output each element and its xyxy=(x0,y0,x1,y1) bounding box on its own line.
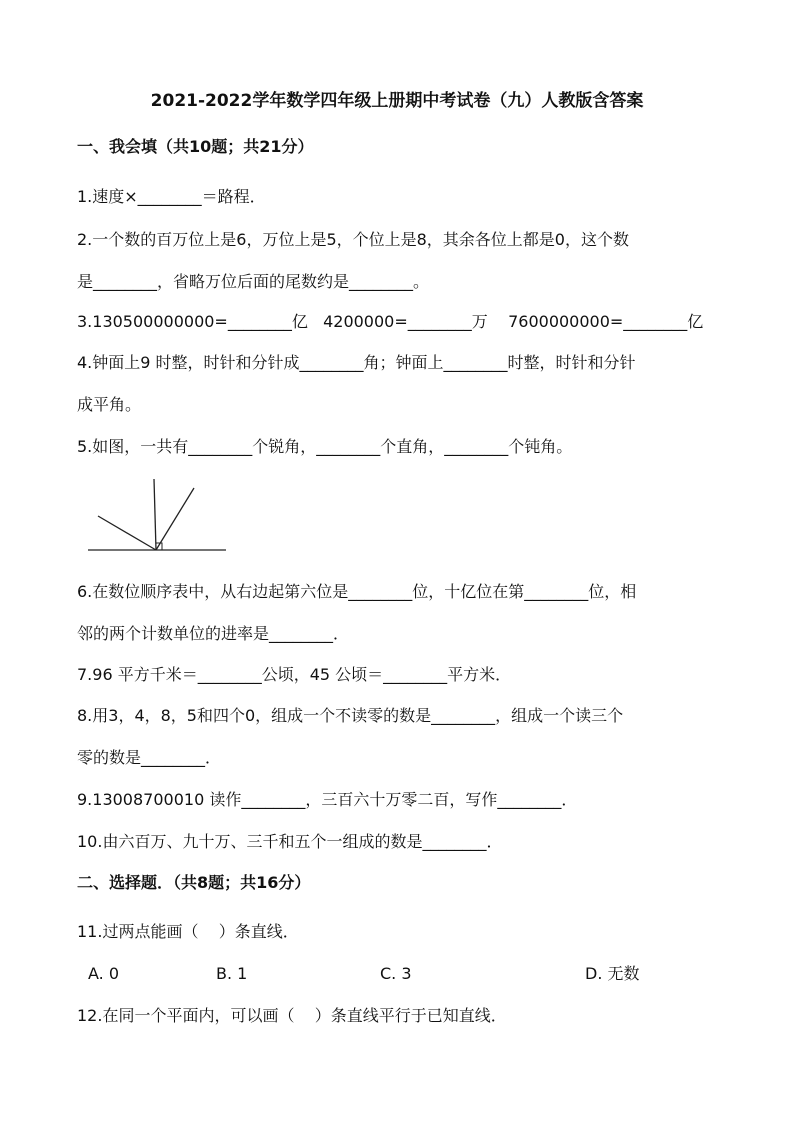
question-11-option-c: C. 3 xyxy=(380,964,412,983)
section-heading-choice: 二、选择题．（共8题；共16分） xyxy=(77,873,311,892)
page-title: 2021-2022学年数学四年级上册期中考试卷（九）人教版含答案 xyxy=(150,91,644,111)
question-8-line-2: 零的数是________． xyxy=(77,748,222,767)
question-11: 11.过两点能画（ ）条直线． xyxy=(77,922,299,941)
question-10: 10.由六百万、九十万、三千和五个一组成的数是________． xyxy=(77,832,503,851)
question-6-line-1: 6.在数位顺序表中，从右边起第六位是________位，十亿位在第________位，相 xyxy=(77,582,637,601)
question-3: 3.130500000000=________亿 4200000=________万 7600000000=________亿 xyxy=(77,312,704,331)
section-heading-fill-blank: 一、我会填（共10题；共21分） xyxy=(77,137,314,156)
question-11-option-a: A. 0 xyxy=(88,964,120,983)
question-9: 9.13008700010 读作________，三百六十万零二百，写作________． xyxy=(77,790,578,809)
question-2-line-1: 2.一个数的百万位上是6，万位上是5，个位上是8，其余各位上都是0，这个数 xyxy=(77,230,629,249)
figure-right-ray xyxy=(156,488,194,550)
figure-left-ray xyxy=(98,516,156,550)
angle-figure xyxy=(88,476,233,556)
question-2-line-2: 是________，省略万位后面的尾数约是________。 xyxy=(77,272,430,291)
question-7: 7.96 平方千米＝________公顷，45 公顷＝________平方米． xyxy=(77,665,512,684)
question-6-line-2: 邻的两个计数单位的进率是________． xyxy=(77,624,350,643)
question-4-line-1: 4.钟面上9 时整，时针和分针成________角；钟面上________时整，时针和分针 xyxy=(77,353,636,372)
question-11-option-b: B. 1 xyxy=(216,964,248,983)
question-12: 12.在同一个平面内，可以画（ ）条直线平行于已知直线． xyxy=(77,1006,507,1025)
question-11-option-d: D. 无数 xyxy=(585,964,640,983)
question-1: 1.速度×________＝路程． xyxy=(77,187,266,206)
question-4-line-2: 成平角。 xyxy=(77,395,142,414)
figure-vertical-ray xyxy=(154,479,156,550)
question-8-line-1: 8.用3，4，8，5和四个0，组成一个不读零的数是________，组成一个读三个 xyxy=(77,706,624,725)
question-5: 5.如图，一共有________个锐角，________个直角，________个钝角。 xyxy=(77,437,573,456)
